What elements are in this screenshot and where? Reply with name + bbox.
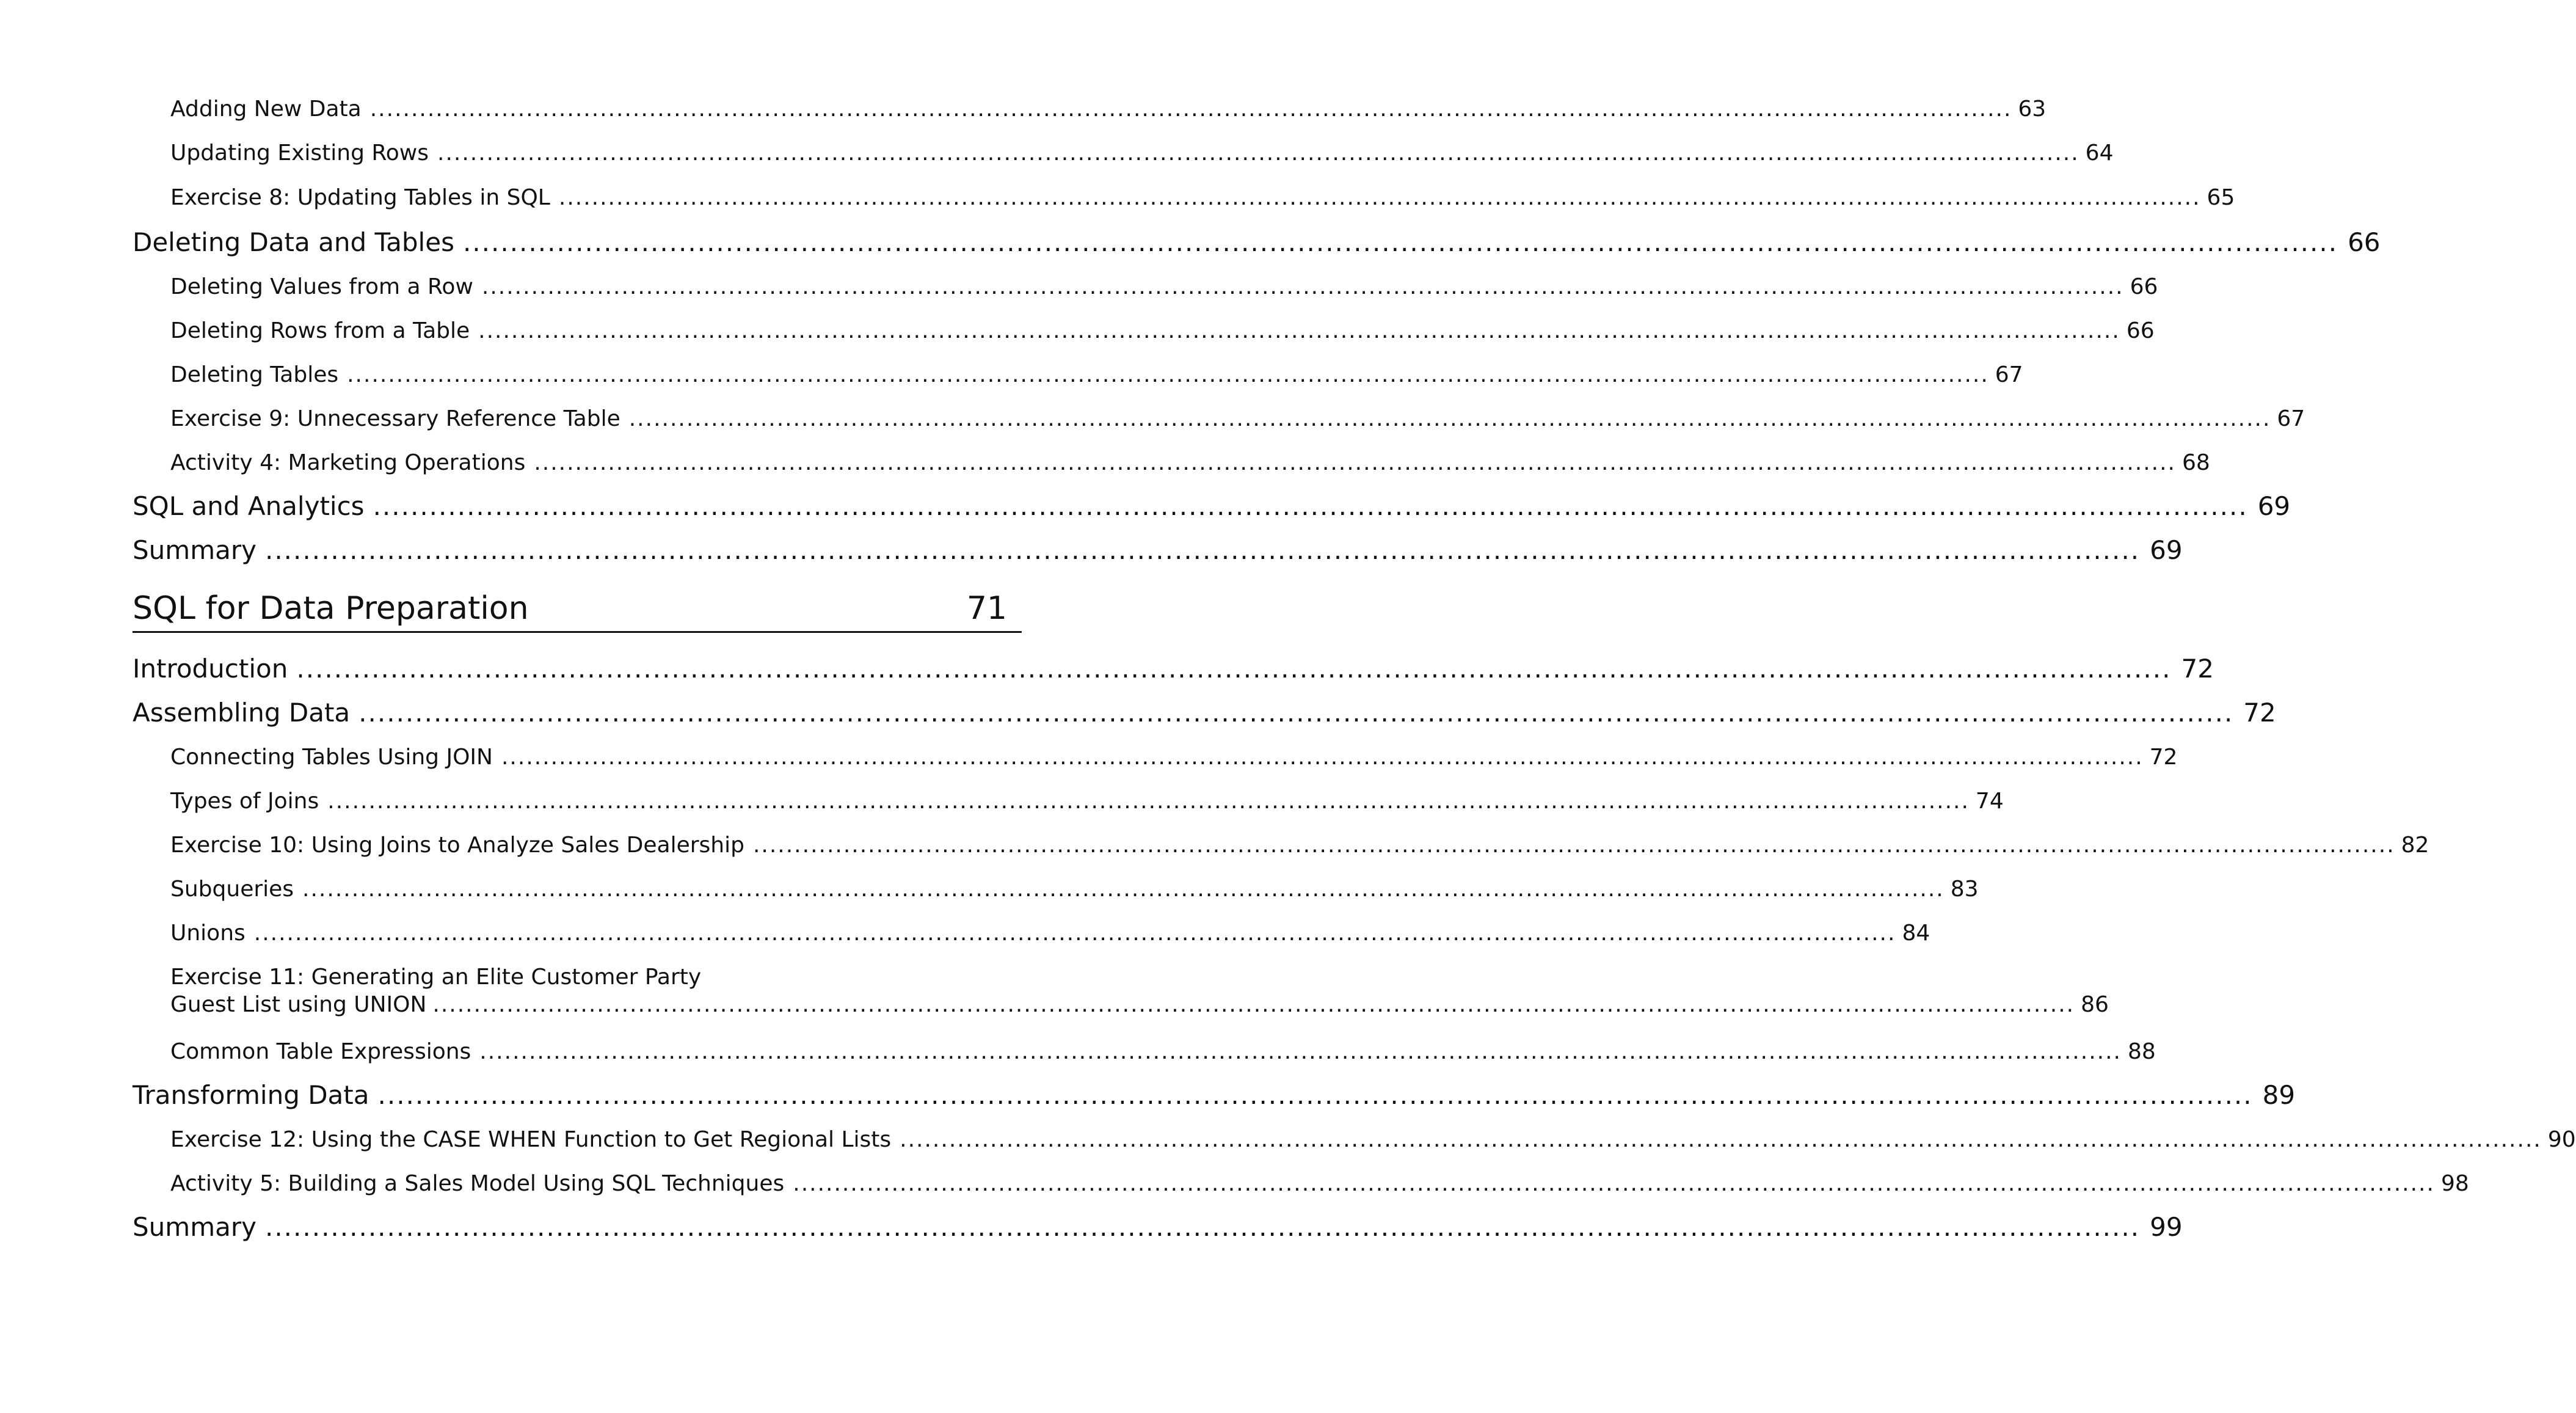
- toc-page-number: 68: [2182, 450, 2210, 475]
- toc-entry-subqueries[interactable]: [170, 877, 1979, 902]
- toc-entry-title: Adding New Data: [170, 97, 362, 122]
- toc-page-number: 84: [1902, 921, 1930, 946]
- dot-leader: ........................................................................................................................................................................................................: [478, 318, 2120, 343]
- toc-page-number: 90: [2547, 1127, 2576, 1152]
- toc-entry-exercise-9[interactable]: [170, 406, 2305, 431]
- toc-section-title: SQL and Analytics: [133, 491, 365, 521]
- toc-entry-title: Unions: [170, 921, 246, 946]
- dot-leader: ........................................................................................................................................................................................................: [501, 745, 2144, 770]
- toc-entry-title: Deleting Rows from a Table: [170, 318, 470, 343]
- toc-section-introduction[interactable]: [133, 654, 2214, 684]
- toc-entry-activity-5[interactable]: [170, 1171, 2469, 1196]
- toc-section-summary[interactable]: [133, 535, 2183, 565]
- toc-entry-title: Exercise 8: Updating Tables in SQL: [170, 185, 550, 210]
- dot-leader: ........................................................................................................................................................................................................: [752, 833, 2395, 858]
- toc-section-summary[interactable]: [133, 1212, 2183, 1242]
- toc-entry-exercise-10[interactable]: [170, 833, 2429, 858]
- toc-entry-title: Deleting Tables: [170, 362, 339, 387]
- toc-entry-connecting-tables[interactable]: [170, 745, 2178, 770]
- toc-entry-title: Updating Existing Rows: [170, 141, 429, 166]
- dot-leader: ........................................................................................................................................................................................................: [534, 450, 2176, 475]
- toc-section-sql-and-analytics[interactable]: [133, 491, 2291, 521]
- toc-entry-title: Deleting Values from a Row: [170, 274, 473, 299]
- toc-entry-title: Connecting Tables Using JOIN: [170, 745, 493, 770]
- toc-page-number: 69: [2257, 491, 2291, 521]
- toc-entry-title: Activity 5: Building a Sales Model Using SQL Techniques: [170, 1171, 785, 1196]
- toc-section-title: Summary: [133, 535, 257, 565]
- dot-leader: ........................................................................................................................................................................................................: [347, 362, 1989, 387]
- toc-entry-adding-new-data[interactable]: [170, 97, 2047, 122]
- dot-leader: ........................................................................................................................................................................................................: [437, 141, 2079, 166]
- dot-leader: ........................................................................................................................................................................................................: [900, 1127, 2542, 1152]
- chapter-page-number: 71: [966, 590, 1007, 627]
- toc-page-number: 74: [1975, 789, 2004, 814]
- toc-entry-title: Subqueries: [170, 877, 294, 902]
- toc-entry-types-of-joins[interactable]: [170, 789, 2004, 814]
- toc-page-number: 65: [2207, 185, 2235, 210]
- toc-entry-deleting-rows-from-a-table[interactable]: [170, 318, 2155, 343]
- toc-entry-activity-4[interactable]: [170, 450, 2210, 475]
- toc-entry-title: Exercise 10: Using Joins to Analyze Sales Dealership: [170, 833, 744, 858]
- dot-leader: ........................................................................................................................................................................................................: [264, 1212, 2141, 1242]
- toc-entry-deleting-tables[interactable]: [170, 362, 2023, 387]
- dot-leader: ........................................................................................................................................................................................................: [793, 1171, 2435, 1196]
- dot-leader: ........................................................................................................................................................................................................: [296, 654, 2172, 684]
- dot-leader: ........................................................................................................................................................................................................: [302, 877, 1945, 902]
- toc-page-number: 72: [2149, 745, 2178, 770]
- toc-page-number: 88: [2127, 1039, 2156, 1064]
- dot-leader: ........................................................................................................................................................................................................: [432, 992, 2075, 1017]
- dot-leader: ........................................................................................................................................................................................................: [462, 227, 2338, 257]
- toc-entry-title: Common Table Expressions: [170, 1039, 471, 1064]
- toc-entry-title: Exercise 12: Using the CASE WHEN Function to Get Regional Lists: [170, 1127, 892, 1152]
- toc-section-title: Deleting Data and Tables: [133, 227, 454, 257]
- toc-page-number: 89: [2262, 1080, 2296, 1110]
- toc-entry-title: Exercise 11: Generating an Elite Customer Party: [170, 965, 702, 990]
- chapter-title: SQL for Data Preparation: [133, 590, 529, 627]
- toc-page-number: 64: [2085, 141, 2114, 166]
- toc-section-title: Introduction: [133, 654, 288, 684]
- chapter-heading[interactable]: [133, 590, 1022, 633]
- toc-entry-unions[interactable]: [170, 921, 1930, 946]
- toc-page-number: 67: [1995, 362, 2023, 387]
- toc-page-number: 66: [2130, 274, 2158, 299]
- toc-page-number: 99: [2150, 1212, 2183, 1242]
- toc-entry-exercise-11[interactable]: [170, 965, 2109, 1017]
- dot-leader: ........................................................................................................................................................................................................: [369, 97, 2012, 122]
- dot-leader: ........................................................................................................................................................................................................: [628, 406, 2271, 431]
- toc-page-number: 72: [2243, 698, 2276, 728]
- toc-entry-title: Exercise 9: Unnecessary Reference Table: [170, 406, 620, 431]
- toc-entry-common-table-expressions[interactable]: [170, 1039, 2156, 1064]
- toc-entry-exercise-8[interactable]: [170, 185, 2235, 210]
- toc-entry-updating-existing-rows[interactable]: [170, 141, 2114, 166]
- toc-page-number: 63: [2018, 97, 2047, 122]
- toc-section-title: Transforming Data: [133, 1080, 369, 1110]
- toc-page-number: 86: [2081, 992, 2109, 1017]
- toc-page-number: 67: [2277, 406, 2305, 431]
- toc-page-number: 72: [2181, 654, 2214, 684]
- dot-leader: ........................................................................................................................................................................................................: [479, 1039, 2122, 1064]
- dot-leader: ........................................................................................................................................................................................................: [358, 698, 2234, 728]
- toc-entry-title: Activity 4: Marketing Operations: [170, 450, 526, 475]
- toc-page-number: 82: [2401, 833, 2429, 858]
- toc-entry-title: Types of Joins: [170, 789, 319, 814]
- toc-page-number: 66: [2348, 227, 2381, 257]
- toc-section-assembling-data[interactable]: [133, 698, 2276, 728]
- toc-section-title: Assembling Data: [133, 698, 351, 728]
- dot-leader: ........................................................................................................................................................................................................: [264, 535, 2141, 565]
- dot-leader: ........................................................................................................................................................................................................: [558, 185, 2201, 210]
- dot-leader: ........................................................................................................................................................................................................: [327, 789, 1970, 814]
- toc-page-number: 69: [2150, 535, 2183, 565]
- toc-page-number: 83: [1950, 877, 1979, 902]
- dot-leader: ........................................................................................................................................................................................................: [373, 491, 2248, 521]
- toc-section-deleting-data-and-tables[interactable]: [133, 227, 2381, 257]
- toc-entry-title-continued: Guest List using UNION: [170, 992, 427, 1017]
- toc-entry-deleting-values-from-a-row[interactable]: [170, 274, 2158, 299]
- toc-entry-exercise-12[interactable]: [170, 1127, 2576, 1152]
- dot-leader: ........................................................................................................................................................................................................: [253, 921, 1896, 946]
- dot-leader: ........................................................................................................................................................................................................: [481, 274, 2124, 299]
- toc-section-transforming-data[interactable]: [133, 1080, 2296, 1110]
- toc-page-number: 98: [2440, 1171, 2469, 1196]
- toc-section-title: Summary: [133, 1212, 257, 1242]
- dot-leader: ........................................................................................................................................................................................................: [377, 1080, 2253, 1110]
- toc-page-number: 66: [2126, 318, 2155, 343]
